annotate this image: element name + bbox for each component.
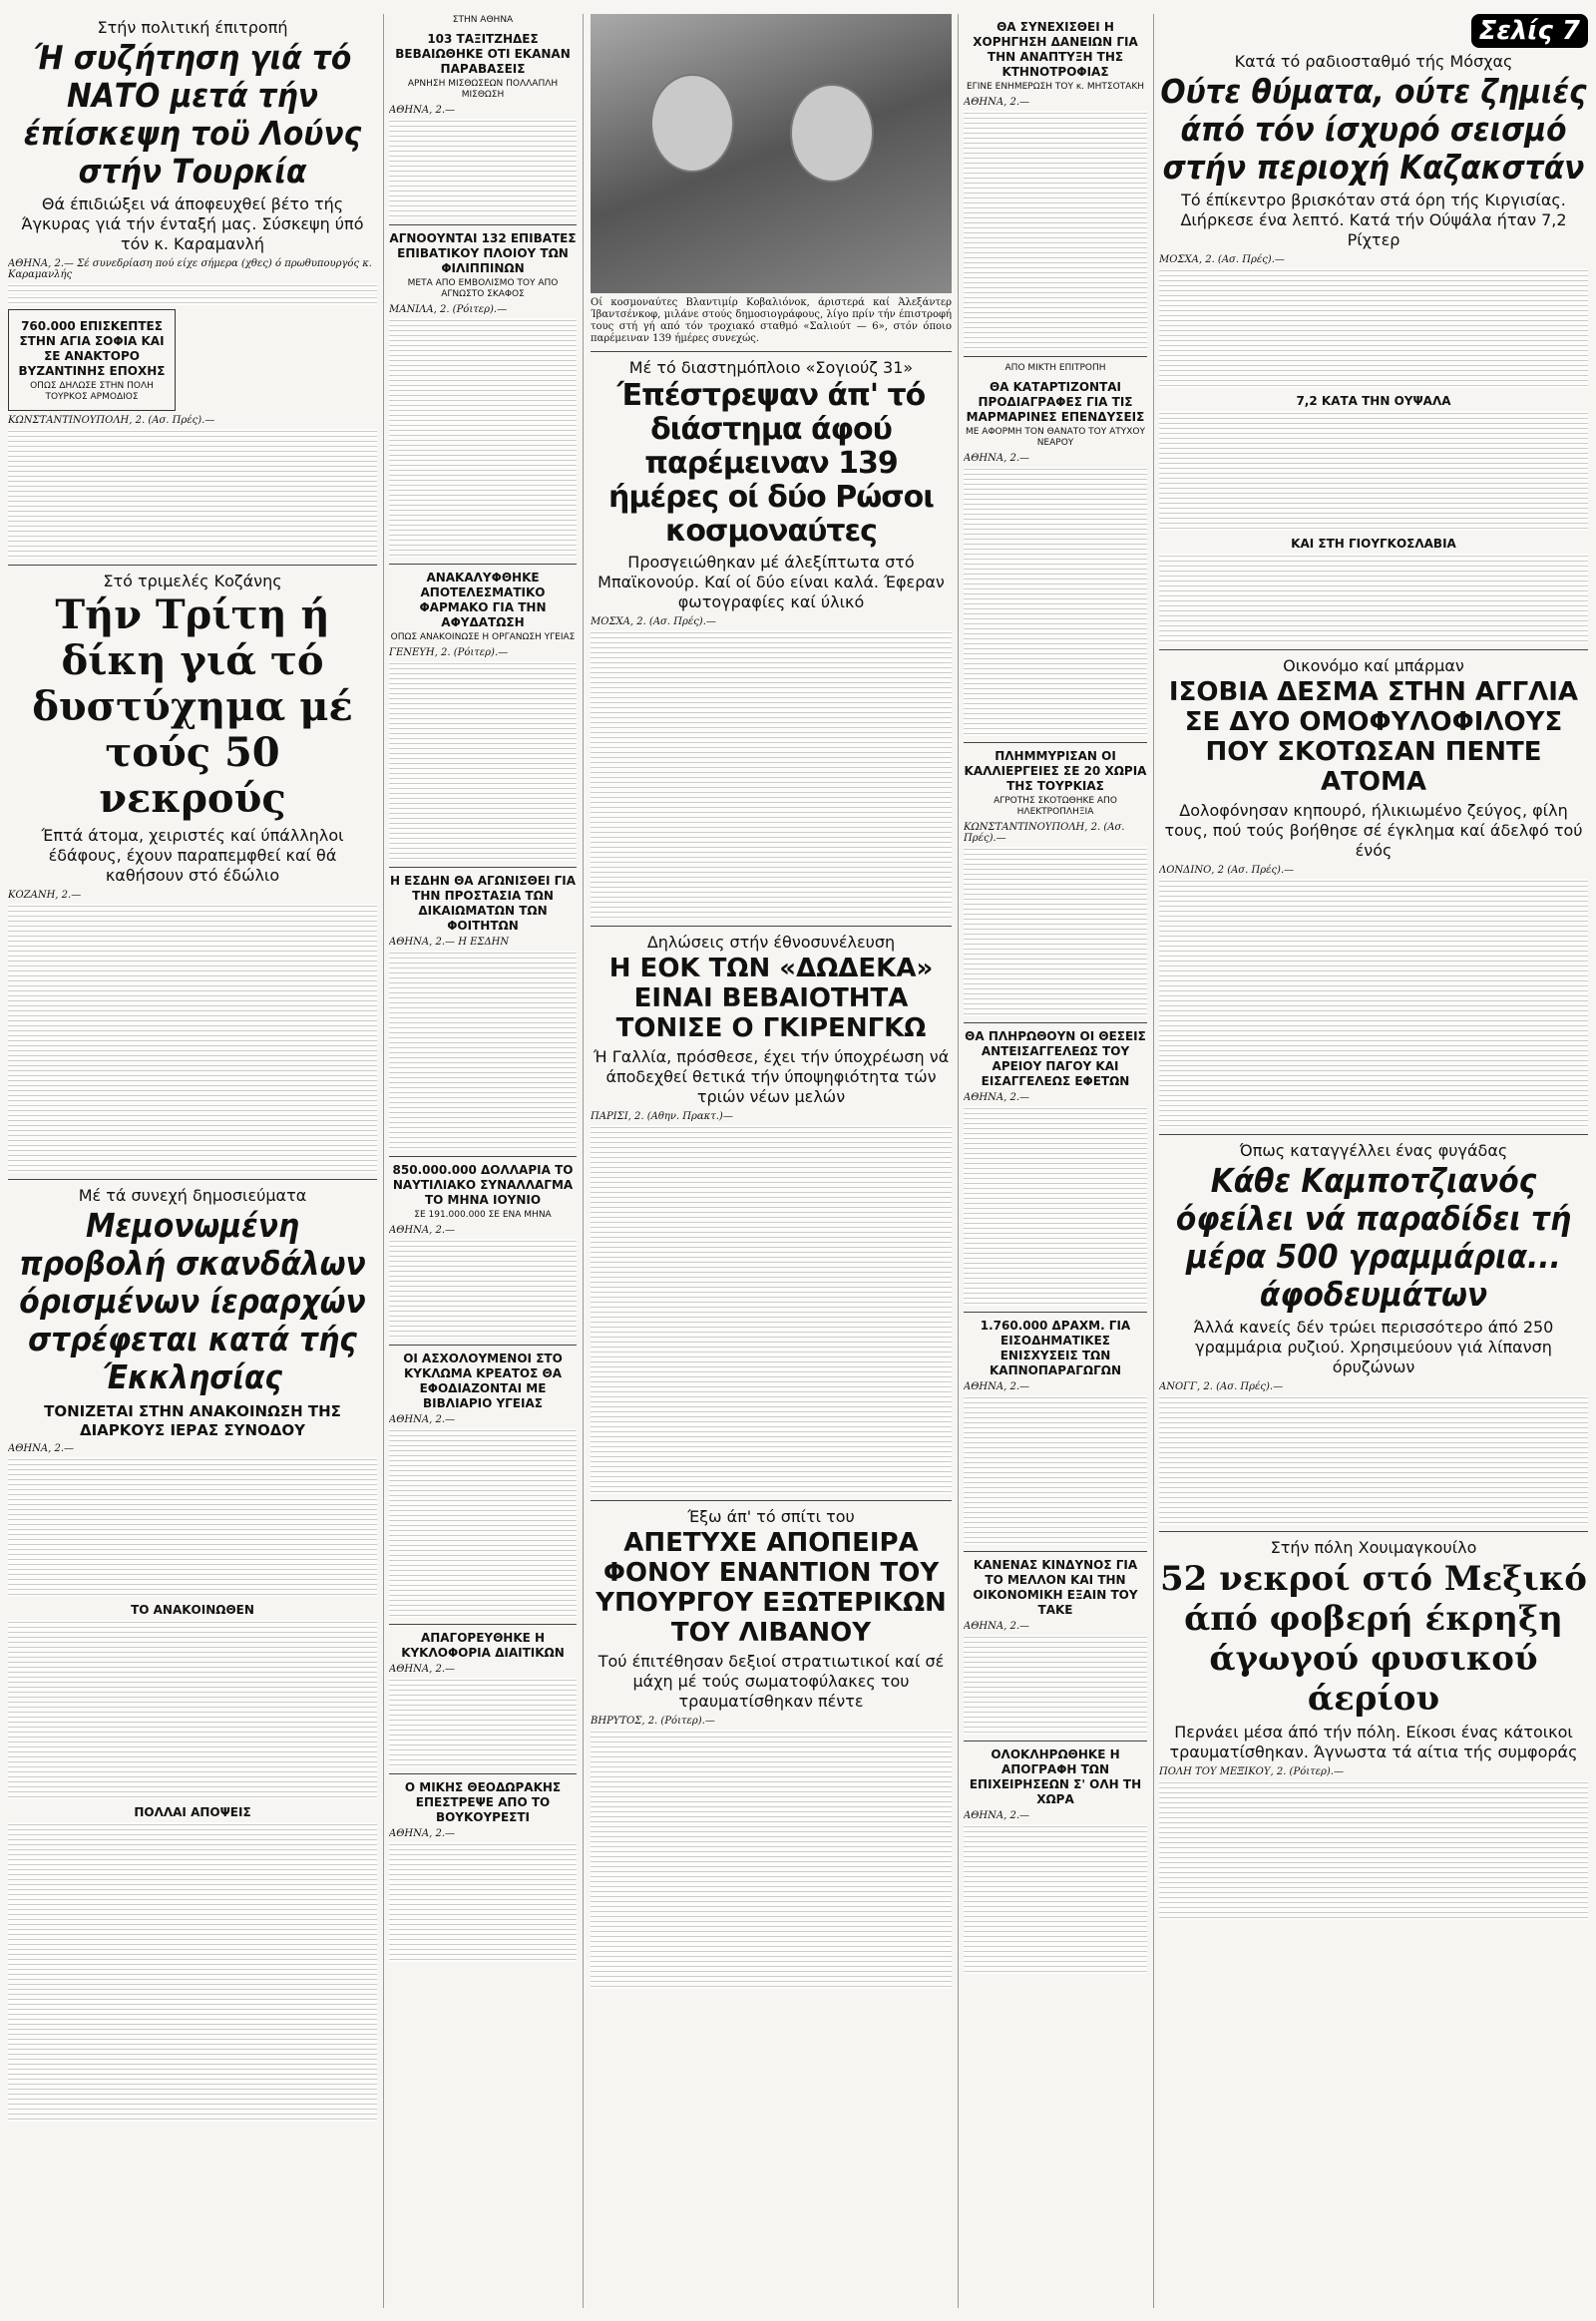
cure-headline: ΑΝΑΚΑΛΥΦΘΗΚΕ ΑΠΟΤΕΛΕΣΜΑΤΙΚΟ ΦΑΡΜΑΚΟ ΓΙΑ ΤΗΝ ΑΦΥΔΑΤΩΣΗ: [419, 571, 547, 629]
loans-dateline: ΑΘΗΝΑ, 2.—: [964, 97, 1030, 108]
text-lines: [389, 1678, 577, 1767]
lebanon-dateline: ΒΗΡΥΤΟΣ, 2. (Ρόιτερ).—: [591, 1716, 715, 1727]
quake-inner-head-2: ΚΑΙ ΣΤΗ ΓΙΟΥΓΚΟΣΛΑΒΙΑ: [1291, 537, 1456, 551]
section-rule: [389, 1624, 577, 1625]
takeh-dateline: ΑΘΗΝΑ, 2.—: [964, 1621, 1030, 1632]
text-lines: [591, 630, 952, 920]
tobacco-dateline: ΑΘΗΝΑ, 2.—: [964, 1381, 1030, 1392]
nato-headline: Ή συζήτηση γιά τό ΝΑΤΟ μετά τήν έπίσκεψη τοϋ Λούνς στήν Τουρκία: [23, 38, 362, 191]
marble-headline: ΘΑ ΚΑΤΑΡΤΙΖΟΝΤΑΙ ΠΡΟΔΙΑΓΡΑΦΕΣ ΓΙΑ ΤΙΣ ΜΑΡΜΑΡΙΝΕΣ ΕΠΕΝΔΥΣΕΙΣ: [966, 380, 1145, 424]
section-rule: [964, 356, 1147, 357]
eok-kicker: Δηλώσεις στήν έθνοσυνέλευση: [646, 933, 896, 952]
uk-headline: ΙΣΟΒΙΑ ΔΕΣΜΑ ΣΤΗΝ ΑΓΓΛΙΑ ΣΕ ΔΥΟ ΟΜΟΦΥΛΟΦΙΛΟΥΣ ΠΟΥ ΣΚΟΤΩΣΑΝ ΠΕΝΤΕ ΑΤΟΜΑ: [1168, 677, 1579, 797]
flood-dateline: ΚΩΝΣΤΑΝΤΙΝΟΥΠΟΛΗ, 2. (Ασ. Πρές).—: [964, 822, 1125, 844]
flood-subhead: ΑΓΡΟΤΗΣ ΣΚΟΤΩΘΗΚΕ ΑΠΟ ΗΛΕΚΤΡΟΠΛΗΞΙΑ: [994, 796, 1117, 817]
soyuz-dateline: ΜΟΣΧΑ, 2. (Ασ. Πρές).—: [591, 616, 716, 627]
areios-headline: ΘΑ ΠΛΗΡΩΘΟΥΝ ΟΙ ΘΕΣΕΙΣ ΑΝΤΕΙΣΑΓΓΕΛΕΩΣ ΤΟΥ ΑΡΕΙΟΥ ΠΑΓΟΥ ΚΑΙ ΕΙΣΑΓΓΕΛΕΩΣ ΕΦΕΤΩΝ: [965, 1029, 1146, 1088]
cure-subhead: ΟΠΩΣ ΑΝΑΚΟΙΝΩΣΕ Η ΟΡΓΑΝΩΣΗ ΥΓΕΙΑΣ: [390, 632, 576, 642]
text-lines: [964, 1395, 1147, 1545]
ban-headline: ΟΛΟΚΛΗΡΩΘΗΚΕ Η ΑΠΟΓΡΑΦΗ ΤΩΝ ΕΠΙΧΕΙΡΗΣΕΩΝ Σ' ΟΛΗ ΤΗ ΧΩΡΑ: [969, 1747, 1142, 1806]
text-lines: [591, 1730, 952, 1989]
column-3: [591, 14, 952, 1991]
quake-inner-head-1: 7,2 ΚΑΤΑ ΤΗΝ ΟΥΨΑΛΑ: [1296, 394, 1451, 408]
cosmonaut-face: [650, 74, 734, 173]
sofia-box: [8, 309, 176, 411]
theodorakis-dateline: ΑΘΗΝΑ, 2.—: [389, 1828, 456, 1839]
diatiki-headline: ΑΠΑΓΟΡΕΥΘΗΚΕ Η ΚΥΚΛΟΦΟΡΙΑ ΔΙΑΙΤΙΚΩΝ: [401, 1631, 565, 1660]
taxi-dateline: ΑΘΗΝΑ, 2.—: [389, 105, 456, 116]
ship-headline: ΑΓΝΟΟΥΝΤΑΙ 132 ΕΠΙΒΑΤΕΣ ΕΠΙΒΑΤΙΚΟΥ ΠΛΟΙΟΥ ΤΩΝ ΦΙΛΙΠΠΙΝΩΝ: [389, 231, 577, 275]
marble-subhead: ΜΕ ΑΦΟΡΜΗ ΤΟΝ ΘΑΝΑΤΟ ΤΟΥ ΑΤΥΧΟΥ ΝΕΑΡΟΥ: [965, 427, 1146, 448]
loans-headline: ΘΑ ΣΥΝΕΧΙΣΘΕΙ Η ΧΟΡΗΓΗΣΗ ΔΑΝΕΙΩΝ ΓΙΑ ΤΗΝ ΑΝΑΠΤΥΞΗ ΤΗΣ ΚΤΗΝΟΤΡΟΦΙΑΣ: [973, 20, 1138, 79]
quake-subhead: Τό έπίκεντρο βρισκόταν στά όρη τής Κιργισίας. Διήρκεσε ένα λεπτό. Κατά τήν Ούψάλα ήταν 7,2 Ρίχτερ: [1180, 191, 1567, 249]
quake-kicker: Κατά τό ραδιοσταθμό τής Μόσχας: [1234, 52, 1513, 71]
cambodia-subhead: Άλλά κανείς δέν τρώει περισσότερο άπό 250 γραμμάρια ρυζιού. Χρησιμεύουν γιά λίπανση όρυζώνων: [1193, 1318, 1554, 1376]
text-lines: [1159, 411, 1588, 531]
section-rule: [964, 1312, 1147, 1313]
cambodia-kicker: Όπως καταγγέλλει ένας φυγάδας: [1239, 1141, 1508, 1160]
section-rule: [591, 351, 952, 352]
column-rule: [958, 14, 959, 2308]
text-lines: [1159, 879, 1588, 1128]
taxi-kicker: ΣΤΗΝ ΑΘΗΝΑ: [452, 15, 514, 25]
church-dateline: ΑΘΗΝΑ, 2.—: [8, 1443, 75, 1454]
church-inner-head-1: ΤΟ ΑΝΑΚΟΙΝΩΘΕΝ: [131, 1603, 254, 1617]
taxi-headline: 103 ΤΑΞΙΤΖΗΔΕΣ ΒΕΒΑΙΩΘΗΚΕ ΟΤΙ ΕΚΑΝΑΝ ΠΑΡΑΒΑΣΕΙΣ: [395, 32, 571, 76]
marble-kicker: ΑΠΟ ΜΙΚΤΗ ΕΠΙΤΡΟΠΗ: [1004, 363, 1106, 373]
sofia-subhead: ΟΠΩΣ ΔΗΛΩΣΕ ΣΤΗΝ ΠΟΛΗ ΤΟΥΡΚΟΣ ΑΡΜΟΔΙΟΣ: [30, 381, 154, 402]
church-subhead: ΤΟΝΙΖΕΤΑΙ ΣΤΗΝ ΑΝΑΚΟΙΝΩΣΗ ΤΗΣ ΔΙΑΡΚΟΥΣ ΙΕΡΑΣ ΣΥΝΟΔΟΥ: [44, 1402, 341, 1439]
text-lines: [1159, 1780, 1588, 1920]
cosmonauts-photo: [591, 14, 952, 293]
church-inner-head-2: ΠΟΛΛΑΙ ΑΠΟΨΕΙΣ: [134, 1805, 251, 1819]
section-rule: [964, 742, 1147, 743]
eok-headline: Η ΕΟΚ ΤΩΝ «ΔΩΔΕΚΑ» ΕΙΝΑΙ ΒΕΒΑΙΟΤΗΤΑ ΤΟΝΙΣΕ Ο ΓΚΙΡΕΝΓΚΩ: [608, 954, 934, 1043]
nato-kicker: Στήν πολιτική έπιτροπή: [97, 18, 288, 37]
kozani-dateline: ΚΟΖΑΝΗ, 2.—: [8, 890, 82, 901]
text-lines: [8, 295, 377, 305]
text-lines: [389, 1239, 577, 1339]
mexico-dateline: ΠΟΛΗ ΤΟΥ ΜΕΞΙΚΟΥ, 2. (Ρόιτερ).—: [1159, 1766, 1344, 1777]
kozani-subhead: Έπτά άτομα, χειριστές καί ύπάλληλοι έδάφους, έχουν παραπεμφθεί καί θά καθήσουν στό έδώλιο: [41, 826, 344, 885]
text-lines: [964, 1824, 1147, 1974]
column-rule: [383, 14, 384, 2308]
column-5: [1159, 14, 1588, 1922]
section-rule: [1159, 649, 1588, 650]
cure-dateline: ΓΕΝΕΥΗ, 2. (Ρόιτερ).—: [389, 647, 509, 658]
text-lines: [8, 1457, 377, 1597]
text-lines: [8, 1620, 377, 1799]
eok-subhead: Ή Γαλλία, πρόσθεσε, έχει τήν ύποχρέωση νά άποδεχθεί θετικά τήν ύποψηφιότητα τών τριών νέων μελών: [593, 1047, 950, 1106]
kozani-headline: Τήν Τρίτη ή δίκη γιά τό δυστύχημα μέ τούς 50 νεκρούς: [32, 591, 353, 822]
section-rule: [8, 1179, 377, 1180]
section-rule: [591, 926, 952, 927]
text-lines: [964, 1635, 1147, 1735]
text-lines: [8, 904, 377, 1173]
quake-headline: Ούτε θύματα, ούτε ζημιές άπό τόν ίσχυρό σεισμό στήν περιοχή Καζακστάν: [1160, 72, 1587, 187]
section-rule: [389, 867, 577, 868]
photo-caption: Οί κοσμοναύτες Βλαντιμίρ Κοβαλιόνοκ, άριστερά καί Άλεξάντερ Ίβαντσένκοφ, μιλάνε στούς δημοσιογράφους, λίγο πρίν τήν έπιστροφή τους στή γή από τόν τροχιακό σταθμό «Σαλιούτ — 6», στόν όποιο παρέμειναν 139 ήμέρες συνεχώς.: [591, 297, 952, 344]
dollars-dateline: ΑΘΗΝΑ, 2.—: [389, 1225, 456, 1236]
sofia-dateline: ΚΩΝΣΤΑΝΤΙΝΟΥΠΟΛΗ, 2. (Ασ. Πρές).—: [8, 415, 215, 426]
cambodia-headline: Κάθε Καμποτζιανός όφείλει νά παραδίδει τή μέρα 500 γραμμάρια... άφοδευμάτων: [1175, 1161, 1572, 1314]
section-rule: [964, 1551, 1147, 1552]
text-lines: [389, 951, 577, 1150]
meat-dateline: ΑΘΗΝΑ, 2.—: [389, 1414, 456, 1425]
text-lines: [389, 318, 577, 558]
text-lines: [1159, 268, 1588, 388]
column-1: [8, 14, 377, 2124]
column-rule: [1153, 14, 1154, 2308]
column-4: [964, 14, 1147, 1976]
text-lines: [1159, 1395, 1588, 1525]
cosmonaut-face: [790, 84, 874, 183]
section-rule: [389, 1156, 577, 1157]
text-lines: [1159, 554, 1588, 643]
section-rule: [8, 565, 377, 566]
column-rule: [583, 14, 584, 2308]
text-lines: [8, 1822, 377, 2122]
dollars-subhead: ΣΕ 191.000.000 ΣΕ ΕΝΑ ΜΗΝΑ: [414, 1210, 552, 1220]
ship-dateline: ΜΑΝΙΛΑ, 2. (Ρόιτερ).—: [389, 304, 508, 315]
taxi-subhead: ΑΡΝΗΣΗ ΜΙΣΘΩΣΕΩΝ ΠΟΛΛΑΠΛΗ ΜΙΣΘΩΣΗ: [407, 79, 559, 100]
mexico-headline: 52 νεκροί στό Μεξικό άπό φοβερή έκρηξη άγωγού φυσικού άερίου: [1160, 1559, 1587, 1719]
uk-kicker: Οικονόμο καί μπάρμαν: [1283, 656, 1464, 675]
text-lines: [389, 119, 577, 218]
section-rule: [591, 1500, 952, 1501]
uk-dateline: ΛΟΝΔΙΝΟ, 2 (Ασ. Πρές).—: [1159, 865, 1295, 876]
dollars-headline: 850.000.000 ΔΟΛΛΑΡΙΑ ΤΟ ΝΑΥΤΙΛΙΑΚΟ ΣΥΝΑΛΛΑΓΜΑ ΤΟ ΜΗΝΑ ΙΟΥΝΙΟ: [392, 1163, 574, 1207]
nato-dateline: ΑΘΗΝΑ, 2.— Σέ συνεδρίαση πού είχε σήμερα (χθες) ό πρωθυπουργός κ. Καραμανλής: [8, 258, 372, 280]
section-rule: [1159, 1134, 1588, 1135]
text-lines: [964, 1106, 1147, 1306]
lebanon-headline: ΑΠΕΤΥΧΕ ΑΠΟΠΕΙΡΑ ΦΟΝΟΥ ΕΝΑΝΤΙΟΝ ΤΟΥ ΥΠΟΥΡΓΟΥ ΕΞΩΤΕΡΙΚΩΝ ΤΟΥ ΛΙΒΑΝΟΥ: [596, 1528, 947, 1648]
flood-headline: ΠΛΗΜΜΥΡΙΣΑΝ ΟΙ ΚΑΛΛΙΕΡΓΕΙΕΣ ΣΕ 20 ΧΩΡΙΑ ΤΗΣ ΤΟΥΡΚΙΑΣ: [964, 749, 1147, 793]
section-rule: [389, 564, 577, 565]
text-lines: [389, 661, 577, 861]
quake-dateline: ΜΟΣΧΑ, 2. (Ασ. Πρές).—: [1159, 254, 1285, 265]
eok-dateline: ΠΑΡΙΣΙ, 2. (Αθην. Πρακτ.)—: [591, 1111, 733, 1122]
tobacco-headline: 1.760.000 ΔΡΑΧΜ. ΓΙΑ ΕΙΣΟΔΗΜΑΤΙΚΕΣ ΕΝΙΣΧΥΣΕΙΣ ΤΩΝ ΚΑΠΝΟΠΑΡΑΓΩΓΩΝ: [980, 1319, 1131, 1377]
sofia-headline: 760.000 ΕΠΙΣΚΕΠΤΕΣ ΣΤΗΝ ΑΓΙΑ ΣΟΦΙΑ ΚΑΙ ΣΕ ΑΝΑΚΤΟΡΟ ΒΥΖΑΝΤΙΝΗΣ ΕΠΟΧΗΣ: [18, 319, 166, 378]
mexico-kicker: Στήν πόλη Χουιμαγκουίλο: [1270, 1538, 1477, 1557]
text-lines: [964, 467, 1147, 736]
section-rule: [389, 1345, 577, 1346]
section-rule: [389, 224, 577, 225]
areios-dateline: ΑΘΗΝΑ, 2.—: [964, 1092, 1030, 1103]
lebanon-kicker: Έξω άπ' τό σπίτι του: [687, 1507, 855, 1526]
column-2: [389, 14, 577, 1964]
text-lines: [964, 847, 1147, 1016]
section-rule: [1159, 1531, 1588, 1532]
takeh-headline: ΚΑΝΕΝΑΣ ΚΙΝΔΥΝΟΣ ΓΙΑ ΤΟ ΜΕΛΛΟΝ ΚΑΙ ΤΗΝ ΟΙΚΟΝΟΜΙΚΗ ΕΞΑΙΝ ΤΟΥ ΤΑΚΕ: [973, 1558, 1138, 1617]
mexico-subhead: Περνάει μέσα άπό τήν πόλη. Είκοσι ένας κάτοικοι τραυματίσθηκαν. Άγνωστα τά αίτια τής συμφοράς: [1169, 1723, 1578, 1761]
section-rule: [389, 1773, 577, 1774]
section-rule: [964, 1022, 1147, 1023]
diatiki-dateline: ΑΘΗΝΑ, 2.—: [389, 1664, 456, 1675]
ban-dateline: ΑΘΗΝΑ, 2.—: [964, 1810, 1030, 1821]
kozani-kicker: Στό τριμελές Κοζάνης: [103, 572, 282, 590]
loans-subhead: ΕΓΙΝΕ ΕΝΗΜΕΡΩΣΗ ΤΟΥ κ. ΜΗΤΣΟΤΑΚΗ: [967, 82, 1144, 92]
text-lines: [591, 1125, 952, 1494]
text-lines: [8, 429, 377, 559]
church-kicker: Μέ τά συνεχή δημοσιεύματα: [78, 1186, 307, 1205]
marble-dateline: ΑΘΗΝΑ, 2.—: [964, 453, 1030, 464]
page-label: Σελίς 7: [1471, 14, 1588, 48]
esdin-dateline: ΑΘΗΝΑ, 2.— Η ΕΣΔΗΝ: [389, 937, 510, 948]
cambodia-dateline: ΑΝΟΓΓ, 2. (Ασ. Πρές).—: [1159, 1381, 1284, 1392]
text-lines: [964, 111, 1147, 350]
uk-subhead: Δολοφόνησαν κηπουρό, ήλικιωμένο ζεύγος, φίλη τους, πού τούς βοήθησε σέ έγκλημα καί άδελφό τού ένός: [1164, 801, 1583, 860]
text-lines: [389, 1842, 577, 1962]
esdin-headline: Η ΕΣΔΗΝ ΘΑ ΑΓΩΝΙΣΘΕΙ ΓΙΑ ΤΗΝ ΠΡΟΣΤΑΣΙΑ ΤΩΝ ΔΙΚΑΙΩΜΑΤΩΝ ΤΩΝ ΦΟΙΤΗΤΩΝ: [389, 874, 577, 933]
ship-subhead: ΜΕΤΑ ΑΠΟ ΕΜΒΟΛΙΣΜΟ ΤΟΥ ΑΠΟ ΑΓΝΩΣΤΟ ΣΚΑΦΟΣ: [407, 278, 559, 299]
soyuz-kicker: Μέ τό διαστημόπλοιο «Σογιούζ 31»: [628, 358, 914, 377]
theodorakis-headline: Ο ΜΙΚΗΣ ΘΕΟΔΩΡΑΚΗΣ ΕΠΕΣΤΡΕΨΕ ΑΠΟ ΤΟ ΒΟΥΚΟΥΡΕΣΤΙ: [404, 1780, 562, 1824]
soyuz-subhead: Προσγειώθηκαν μέ άλεξίπτωτα στό Μπαϊκονούρ. Καί οί δύο είναι καλά. Έφεραν φωτογραφίες καί ύλικό: [598, 553, 945, 611]
church-headline: Μεμονωμένη προβολή σκανδάλων όρισμένων ίεραρχών στρέφεται κατά τής Έκκλησίας: [19, 1206, 366, 1396]
soyuz-headline: Έπέστρεψαν άπ' τό διάστημα άφού παρέμειναν 139 ήμέρες οί δύο Ρώσοι κοσμοναύτες: [608, 378, 934, 549]
page-label-wrap: [1159, 14, 1588, 48]
lebanon-subhead: Τού έπιτέθησαν δεξιοί στρατιωτικοί καί σέ μάχη μέ τούς σωματοφύλακες του τραυματίσθηκαν πέντε: [598, 1652, 945, 1711]
nato-subhead: Θά έπιδιώξει νά άποφευχθεί βέτο τής Άγκυρας γιά τήν ένταξή μας. Σύσκεψη ύπό τόν κ. Καραμανλή: [21, 194, 364, 253]
meat-headline: ΟΙ ΑΣΧΟΛΟΥΜΕΝΟΙ ΣΤΟ ΚΥΚΛΩΜΑ ΚΡΕΑΤΟΣ ΘΑ ΕΦΟΔΙΑΖΟΝΤΑΙ ΜΕ ΒΙΒΛΙΑΡΙΟ ΥΓΕΙΑΣ: [403, 1352, 563, 1410]
text-lines: [8, 283, 377, 293]
text-lines: [389, 1428, 577, 1618]
